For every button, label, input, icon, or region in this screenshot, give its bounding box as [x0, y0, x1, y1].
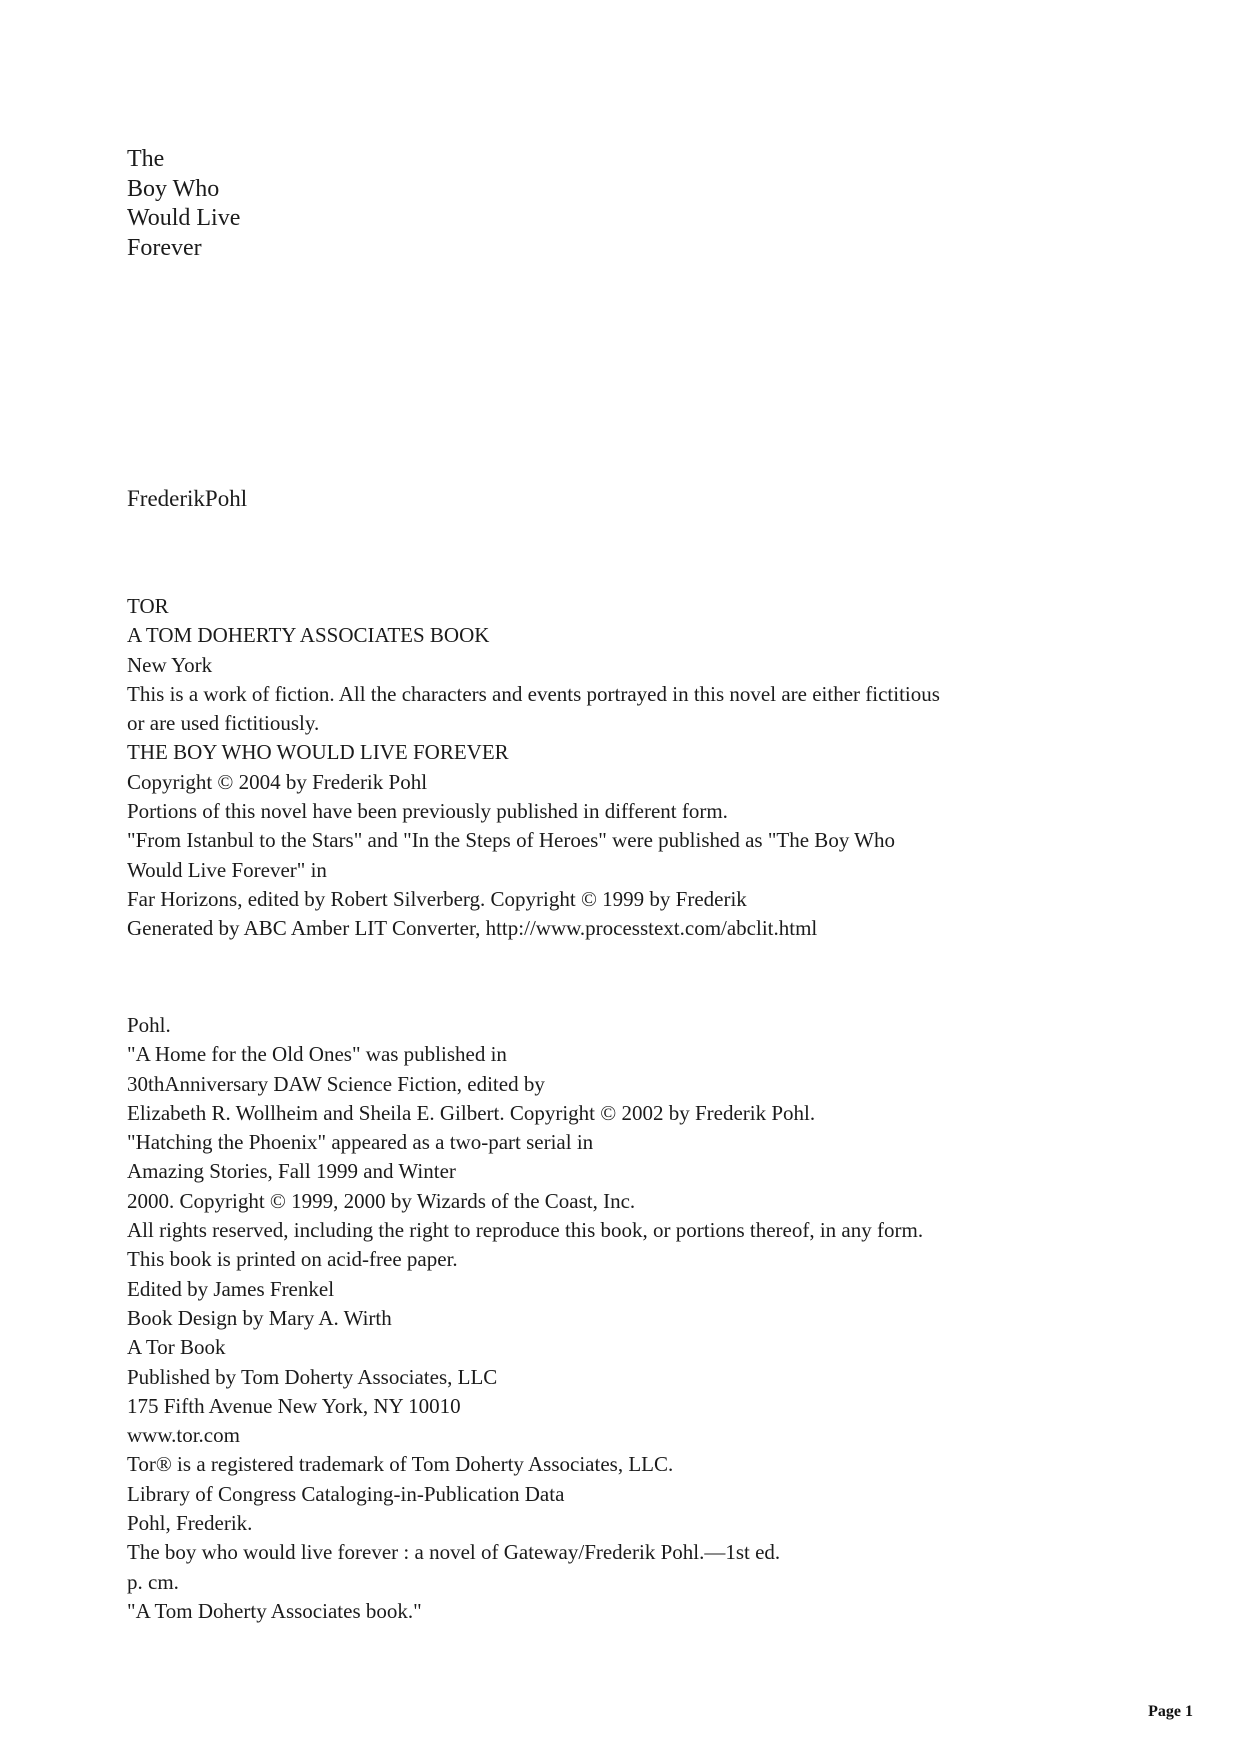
text-line: "Hatching the Phoenix" appeared as a two-part serial in: [127, 1130, 594, 1155]
text-line: Copyright © 2004 by Frederik Pohl: [127, 769, 428, 794]
title-line: Boy Who: [127, 175, 220, 202]
text-line: 2000. Copyright © 1999, 2000 by Wizards of the Coast, Inc.: [127, 1188, 636, 1213]
title-line: Would Live: [127, 205, 241, 231]
colophon-block: [127, 1011, 923, 1626]
title-line: The: [127, 146, 165, 172]
text-line: Amazing Stories, Fall 1999 and Winter: [127, 1159, 456, 1184]
page-number-label: Page 1: [1148, 1703, 1193, 1720]
title-line: Forever: [127, 234, 202, 261]
text-line: All rights reserved, including the right to reproduce this book, or portions thereof, in any form.: [127, 1218, 924, 1243]
text-line: Far Horizons, edited by Robert Silverberg. Copyright © 1999 by Frederik: [127, 886, 747, 911]
text-line: Tor® is a registered trademark of Tom Doherty Associates, LLC.: [127, 1452, 674, 1477]
text-line: 175 Fifth Avenue New York, NY 10010: [127, 1393, 461, 1418]
text-line: Elizabeth R. Wollheim and Sheila E. Gilbert. Copyright © 2002 by Frederik Pohl.: [127, 1100, 816, 1125]
book-title: [127, 145, 240, 263]
text-line: TOR: [127, 594, 169, 618]
text-line: Published by Tom Doherty Associates, LLC: [127, 1364, 498, 1389]
text-line: A Tor Book: [127, 1335, 226, 1360]
text-line: "A Home for the Old Ones" was published in: [127, 1042, 507, 1067]
text-line: or are used fictitiously.: [127, 711, 320, 736]
converter-credit-line: Generated by ABC Amber LIT Converter, http://www.processtext.com/abclit.html: [127, 916, 818, 941]
text-line: New York: [127, 652, 213, 677]
text-line: THE BOY WHO WOULD LIVE FOREVER: [127, 740, 509, 765]
text-line: Portions of this novel have been previously published in different form.: [127, 799, 728, 824]
text-line: Library of Congress Cataloging-in-Publication Data: [127, 1481, 565, 1506]
text-line: Pohl, Frederik.: [127, 1511, 253, 1536]
imprint-copyright-block: [127, 592, 940, 944]
text-line: "A Tom Doherty Associates book.": [127, 1598, 422, 1623]
text-line: p. cm.: [127, 1569, 179, 1594]
text-line: A TOM DOHERTY ASSOCIATES BOOK: [127, 623, 490, 648]
text-line: Book Design by Mary A. Wirth: [127, 1305, 392, 1330]
text-line: Pohl.: [127, 1013, 171, 1037]
publisher-url: www.tor.com: [127, 1423, 240, 1448]
author-name: FrederikPohl: [127, 486, 248, 511]
text-line: The boy who would live forever : a novel of Gateway/Frederik Pohl.—1st ed.: [127, 1540, 781, 1565]
text-line: This book is printed on acid-free paper.: [127, 1247, 458, 1272]
text-line: Would Live Forever" in: [127, 857, 327, 882]
text-line: "From Istanbul to the Stars" and "In the Steps of Heroes" were published as "The Boy Who: [127, 828, 896, 853]
text-line: Edited by James Frenkel: [127, 1276, 335, 1301]
text-line: This is a work of fiction. All the characters and events portrayed in this novel are either fictitious: [127, 681, 940, 706]
text-line: 30thAnniversary DAW Science Fiction, edited by: [127, 1071, 545, 1096]
